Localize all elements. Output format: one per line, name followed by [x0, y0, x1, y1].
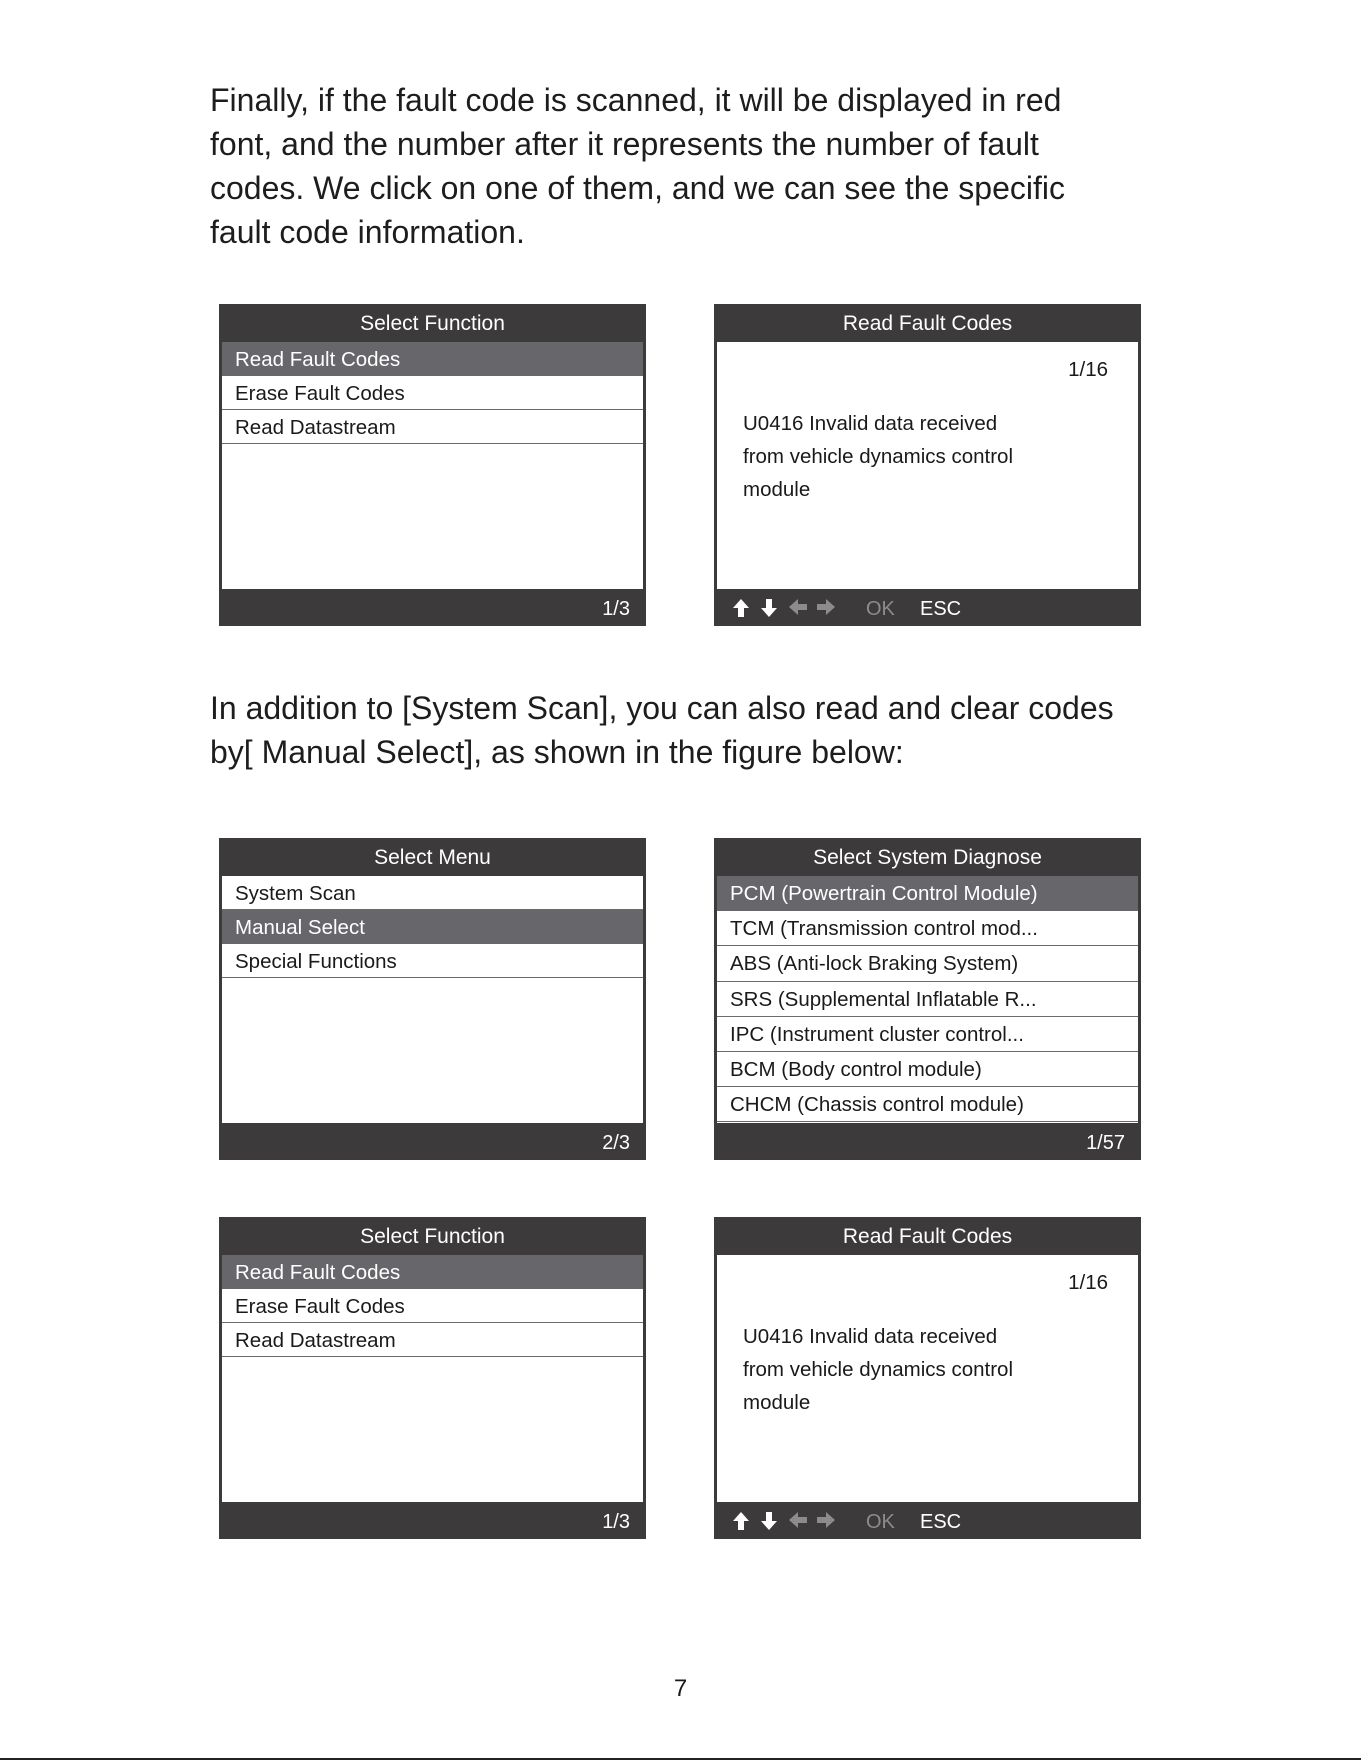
screen-navbar [714, 589, 1141, 626]
fault-code-detail [717, 342, 1138, 589]
arrow-left-icon[interactable] [788, 598, 808, 616]
system-item-chcm[interactable]: CHCM (Chassis control module) [717, 1087, 1138, 1122]
arrow-down-icon[interactable] [760, 1511, 778, 1531]
select-menu-screen [219, 838, 646, 1160]
menu-item-read-datastream[interactable]: Read Datastream [222, 410, 643, 444]
system-item-tcm[interactable]: TCM (Transmission control mod... [717, 911, 1138, 946]
screen-footer [219, 589, 646, 626]
code-counter: 1/16 [1068, 1271, 1108, 1294]
arrow-up-icon[interactable] [732, 1511, 750, 1531]
menu-item-read-fault-codes[interactable]: Read Fault Codes [222, 1255, 643, 1289]
menu-item-read-fault-codes[interactable]: Read Fault Codes [222, 342, 643, 376]
system-item-abs[interactable]: ABS (Anti-lock Braking System) [717, 946, 1138, 981]
esc-button[interactable]: ESC [920, 598, 962, 620]
screen-title: Select Function [360, 312, 505, 335]
menu-list [222, 876, 643, 1123]
ok-button[interactable]: OK [866, 598, 895, 620]
system-item-pcm[interactable]: PCM (Powertrain Control Module) [717, 876, 1138, 911]
screen-footer [219, 1123, 646, 1160]
menu-item-read-datastream[interactable]: Read Datastream [222, 1323, 643, 1357]
arrow-up-icon[interactable] [732, 598, 750, 618]
page-number: 7 [673, 1675, 688, 1702]
system-list [717, 876, 1138, 1123]
screen-title: Select Menu [374, 846, 491, 869]
fault-code-message: U0416 Invalid data received from vehicle dynamics control module [743, 1325, 1014, 1414]
select-function-screen-2 [219, 1217, 646, 1539]
ok-button[interactable]: OK [866, 1511, 895, 1533]
system-item-srs[interactable]: SRS (Supplemental Inflatable R... [717, 982, 1138, 1017]
page-indicator: 2/3 [602, 1132, 630, 1154]
arrow-down-icon[interactable] [760, 598, 778, 618]
page-bottom-divider [0, 1758, 1361, 1760]
menu-item-system-scan[interactable]: System Scan [222, 876, 643, 910]
page-indicator: 1/3 [602, 598, 630, 620]
intro-paragraph: Finally, if the fault code is scanned, it will be displayed in red font, and the number after it represents the number of fault codes. We click on one of them, and we can see the specific fault code information. [210, 82, 1065, 250]
manual-select-paragraph: In addition to [System Scan], you can also read and clear codes by[ Manual Select], as shown in the figure below: [210, 690, 1114, 770]
read-fault-codes-screen [714, 304, 1141, 626]
code-counter: 1/16 [1068, 358, 1108, 381]
menu-list [222, 342, 643, 589]
menu-item-manual-select[interactable]: Manual Select [222, 910, 643, 944]
arrow-right-icon[interactable] [816, 1511, 836, 1529]
system-item-ipc[interactable]: IPC (Instrument cluster control... [717, 1017, 1138, 1052]
menu-item-erase-fault-codes[interactable]: Erase Fault Codes [222, 1289, 643, 1323]
screen-title: Read Fault Codes [842, 1225, 1013, 1248]
menu-item-erase-fault-codes[interactable]: Erase Fault Codes [222, 376, 643, 410]
screen-title: Read Fault Codes [842, 312, 1013, 335]
page-indicator: 1/3 [602, 1511, 630, 1533]
arrow-right-icon[interactable] [816, 598, 836, 616]
read-fault-codes-screen-2 [714, 1217, 1141, 1539]
select-function-screen [219, 304, 646, 626]
screen-title: Select System Diagnose [813, 846, 1042, 869]
fault-code-detail [717, 1255, 1138, 1502]
screen-title: Select Function [360, 1225, 505, 1248]
select-system-diagnose-screen [714, 838, 1141, 1160]
fault-code-message: U0416 Invalid data received from vehicle dynamics control module [743, 412, 1014, 501]
screen-navbar [714, 1502, 1141, 1539]
page-indicator: 1/57 [1086, 1132, 1125, 1154]
menu-item-special-functions[interactable]: Special Functions [222, 944, 643, 978]
menu-list [222, 1255, 643, 1502]
esc-button[interactable]: ESC [920, 1511, 962, 1533]
screen-footer [714, 1123, 1141, 1160]
screen-footer [219, 1502, 646, 1539]
arrow-left-icon[interactable] [788, 1511, 808, 1529]
system-item-bcm[interactable]: BCM (Body control module) [717, 1052, 1138, 1087]
